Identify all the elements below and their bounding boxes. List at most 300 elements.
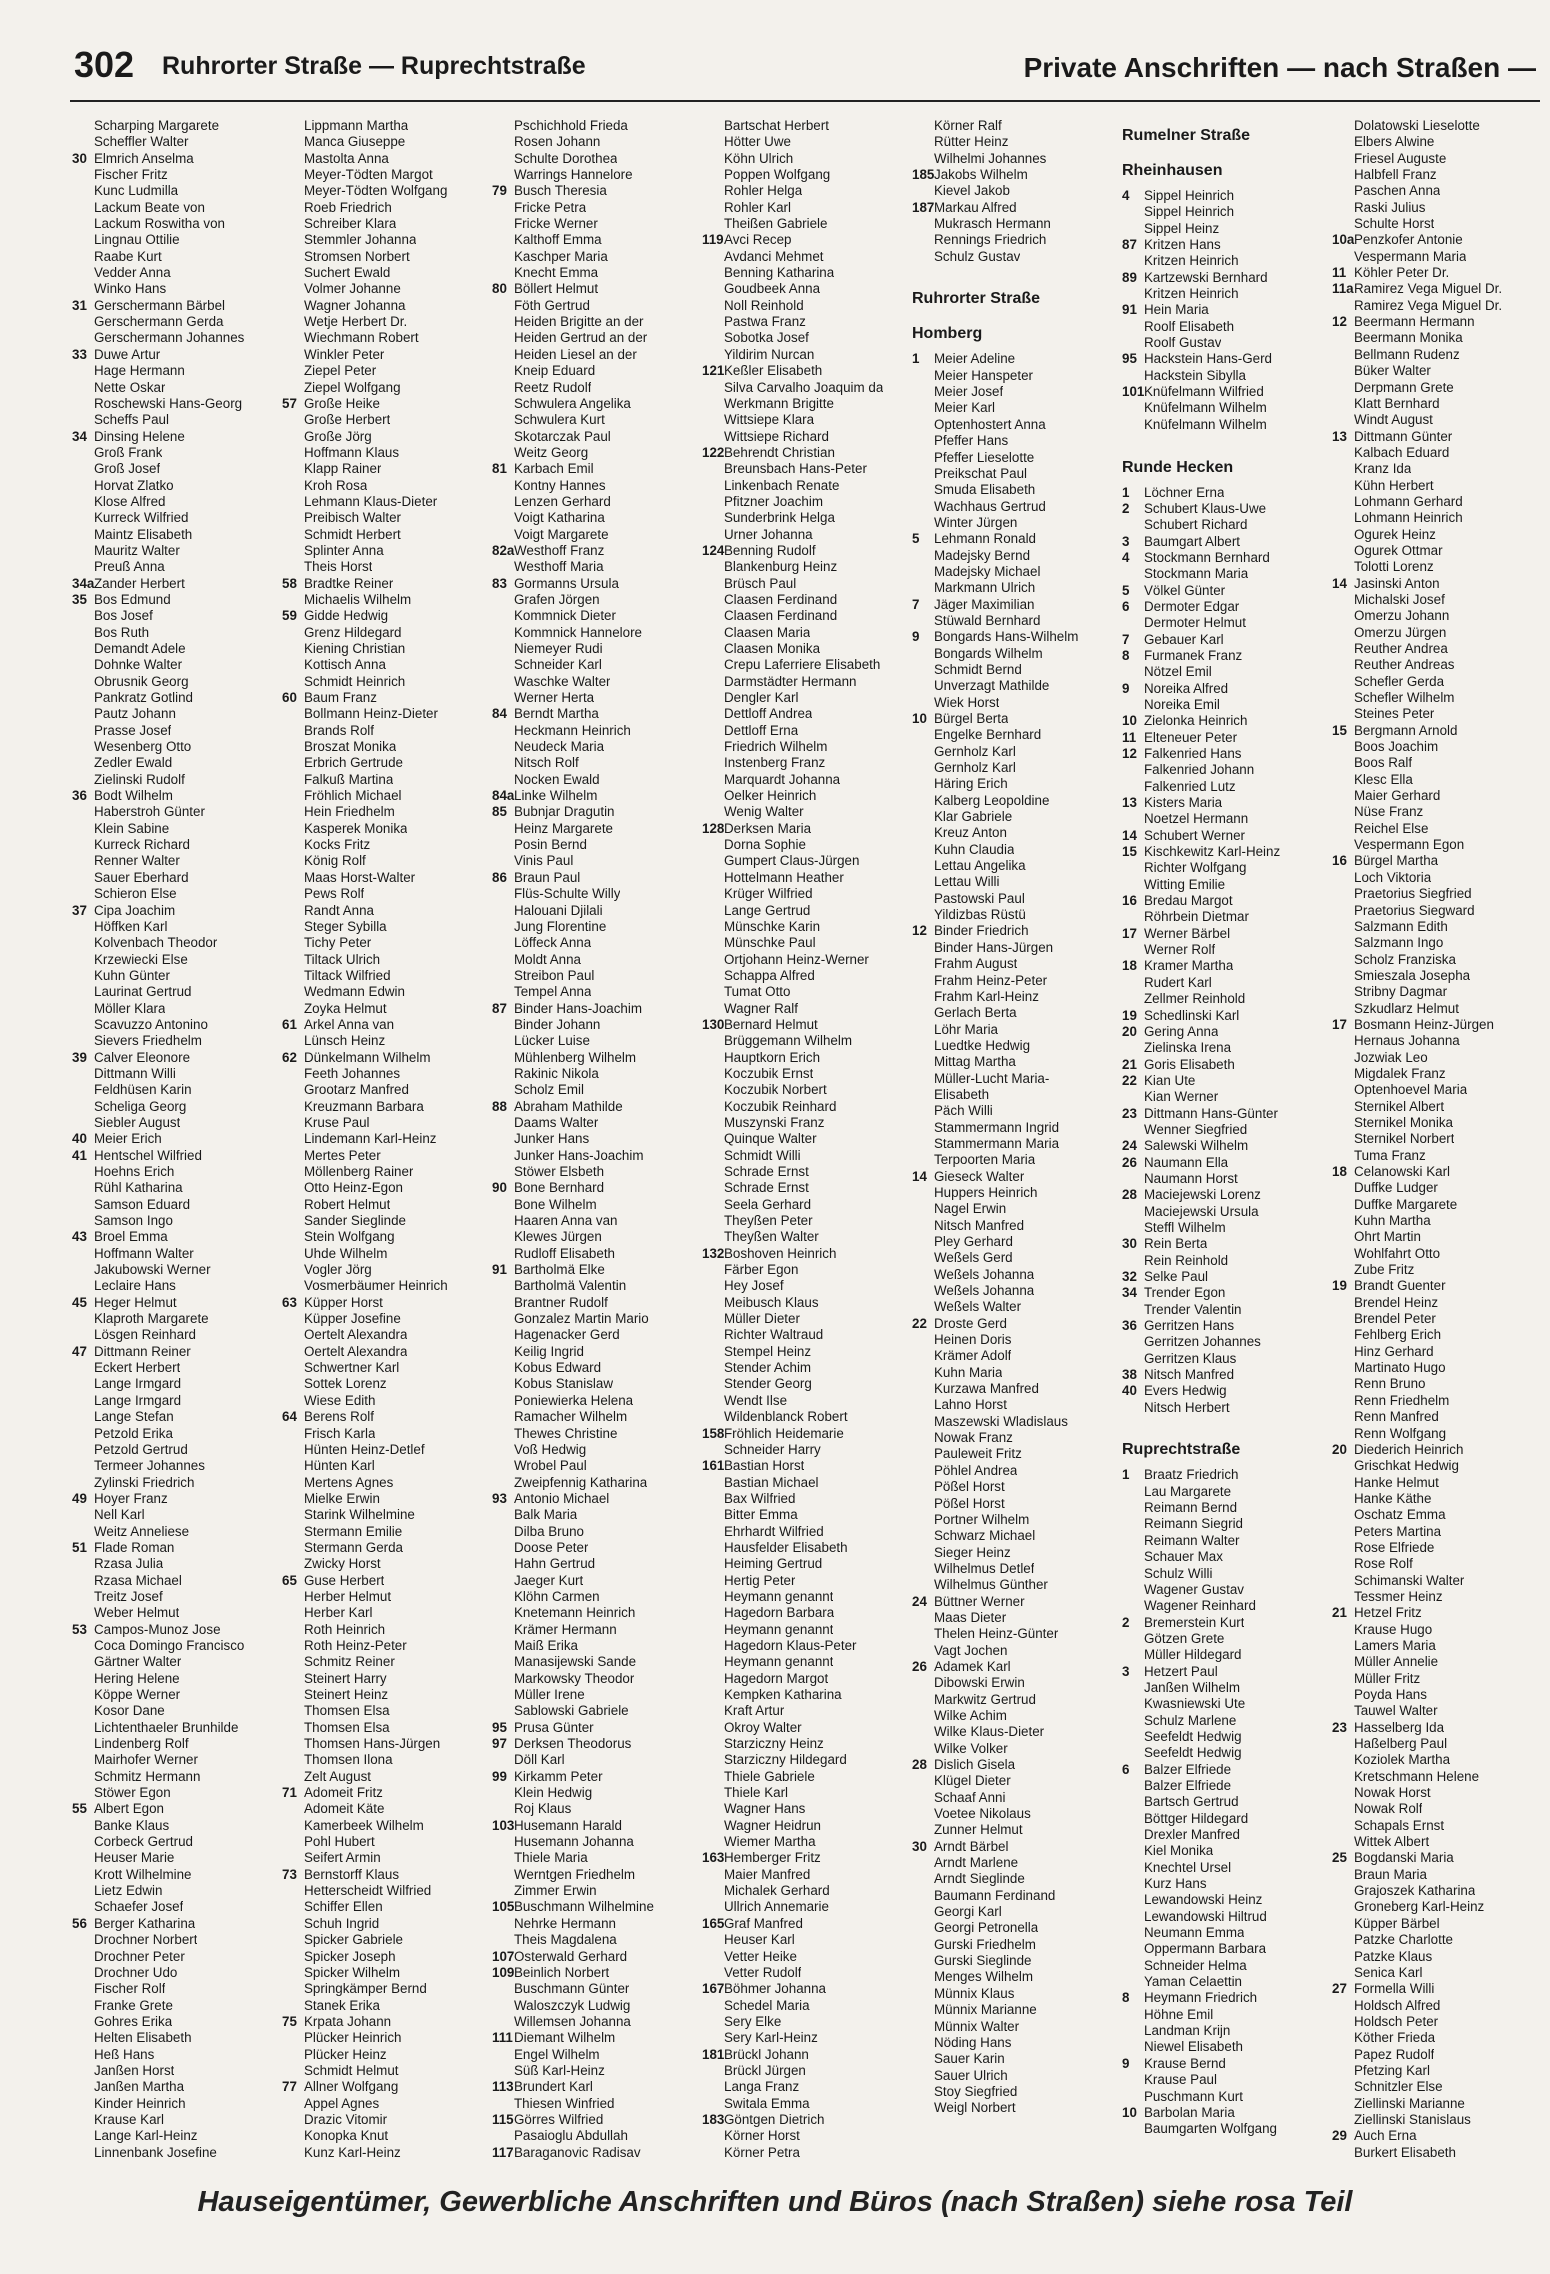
house-number <box>282 265 304 281</box>
house-number <box>282 837 304 853</box>
house-number <box>282 249 304 265</box>
house-number: 73 <box>282 1866 297 1882</box>
list-item <box>282 1115 492 1131</box>
resident-name: Kühn Herbert <box>1354 477 1434 493</box>
house-number <box>912 2002 934 2018</box>
list-item <box>72 347 282 363</box>
house-number <box>1332 2145 1354 2161</box>
house-number <box>1122 1745 1144 1761</box>
resident-name: Kritzen Heinrich <box>1144 253 1239 269</box>
resident-name: Goris Elisabeth <box>1144 1056 1235 1072</box>
list-item <box>72 298 282 314</box>
list-item <box>282 1638 492 1654</box>
resident-name: Schubert Klaus-Uwe <box>1144 500 1267 516</box>
resident-name: Skotarczak Paul <box>514 428 611 444</box>
resident-name: Kunc Ludmilla <box>94 183 179 199</box>
resident-name: Hünten Heinz-Detlef <box>304 1441 425 1457</box>
house-number <box>72 641 94 657</box>
list-item <box>1332 1540 1542 1556</box>
list-item <box>1332 1295 1542 1311</box>
list-item <box>1122 844 1332 860</box>
resident-name: Zylinski Friedrich <box>94 1474 195 1490</box>
resident-name: Häring Erich <box>934 776 1008 792</box>
house-number <box>912 1283 934 1299</box>
list-item <box>72 281 282 297</box>
list-item <box>912 1626 1122 1642</box>
list-item <box>492 1426 702 1442</box>
resident-name: Küpper Josefine <box>304 1311 401 1327</box>
resident-name: Kritzen Heinrich <box>1144 286 1239 302</box>
resident-name: Prasse Josef <box>94 722 172 738</box>
list-item <box>492 2014 702 2030</box>
list-item <box>702 543 912 559</box>
house-number: 6 <box>1122 598 1130 614</box>
resident-name: Okroy Walter <box>724 1719 802 1735</box>
list-item <box>492 788 702 804</box>
list-item <box>282 2030 492 2046</box>
resident-name: Balzer Elfriede <box>1144 1777 1232 1793</box>
house-number <box>702 592 724 608</box>
list-item <box>282 1099 492 1115</box>
resident-name: Wildenblanck Robert <box>724 1409 848 1425</box>
house-number: 7 <box>912 596 920 612</box>
house-number <box>702 1295 724 1311</box>
house-number <box>702 1360 724 1376</box>
house-number <box>702 167 724 183</box>
list-item <box>72 1001 282 1017</box>
resident-name: Nehrke Hermann <box>514 1915 616 1931</box>
house-number <box>72 755 94 771</box>
house-number <box>702 2079 724 2095</box>
list-item <box>702 2047 912 2063</box>
house-number <box>912 1790 934 1806</box>
resident-name: Stribny Dagmar <box>1354 984 1448 1000</box>
house-number <box>72 1066 94 1082</box>
list-item <box>1122 1318 1332 1334</box>
resident-name: Klose Alfred <box>94 493 166 509</box>
resident-name: Siebler August <box>94 1114 181 1130</box>
house-number <box>72 330 94 346</box>
list-item <box>1332 314 1542 330</box>
list-item <box>72 2128 282 2144</box>
house-number <box>1122 2039 1144 2055</box>
house-number <box>72 2047 94 2063</box>
resident-name: Maas Horst-Walter <box>304 869 416 885</box>
resident-name: Bos Ruth <box>94 624 150 640</box>
list-item <box>1122 1990 1332 2006</box>
list-item <box>282 1752 492 1768</box>
resident-name: Pößel Horst <box>934 1479 1005 1495</box>
house-number: 63 <box>282 1294 297 1310</box>
list-item <box>282 249 492 265</box>
list-item <box>1332 1082 1542 1098</box>
house-number <box>912 1087 934 1103</box>
list-item <box>1122 2056 1332 2072</box>
list-item <box>702 1082 912 1098</box>
resident-name: Allner Wolfgang <box>304 2079 399 2095</box>
house-number <box>492 657 514 673</box>
resident-name: Lehmann Klaus-Dieter <box>304 493 438 509</box>
resident-name: Szkudlarz Helmut <box>1354 1000 1459 1016</box>
house-number <box>72 1932 94 1948</box>
resident-name: Buschmann Günter <box>514 1981 630 1997</box>
list-item <box>1332 674 1542 690</box>
house-number <box>1332 1033 1354 1049</box>
resident-name: Ramirez Vega Miguel Dr. <box>1354 281 1503 297</box>
resident-name: Noreika Alfred <box>1144 680 1229 696</box>
house-number <box>1122 877 1144 893</box>
house-number <box>702 1965 724 1981</box>
list-item <box>702 1785 912 1801</box>
list-item <box>1122 1745 1332 1761</box>
list-item <box>912 1250 1122 1266</box>
house-number <box>72 1720 94 1736</box>
resident-name: Baum Franz <box>304 690 377 706</box>
list-item <box>912 629 1122 645</box>
house-number <box>1332 183 1354 199</box>
resident-name: Maier Manfred <box>724 1866 811 1882</box>
house-number <box>702 952 724 968</box>
resident-name: Kroh Rosa <box>304 477 368 493</box>
resident-name: Wittsiepe Klara <box>724 412 815 428</box>
resident-name: Hey Josef <box>724 1278 784 1294</box>
resident-name: Knechtel Ursel <box>1144 1859 1232 1875</box>
resident-name: Fricke Petra <box>514 199 587 215</box>
house-number <box>282 2112 304 2128</box>
list-item <box>282 1507 492 1523</box>
house-number <box>912 1692 934 1708</box>
resident-name: Falkenried Hans <box>1144 746 1242 761</box>
house-number <box>492 1131 514 1147</box>
house-number <box>912 249 934 265</box>
house-number <box>492 1311 514 1327</box>
resident-name: Pews Rolf <box>304 886 365 902</box>
resident-name: Görres Wilfried <box>514 2111 604 2127</box>
house-number <box>492 1703 514 1719</box>
house-number <box>282 1883 304 1899</box>
house-number: 11a <box>1332 281 1354 297</box>
house-number <box>1122 1925 1144 1941</box>
house-number <box>702 1327 724 1343</box>
house-number <box>1332 2014 1354 2030</box>
resident-name: Heymann genannt <box>724 1654 834 1670</box>
list-item <box>912 450 1122 466</box>
resident-name: Leclaire Hans <box>94 1278 176 1294</box>
resident-name: Theis Magdalena <box>514 1932 617 1948</box>
list-item <box>1332 576 1542 592</box>
list-item <box>1122 730 1332 746</box>
list-item <box>1332 2112 1542 2128</box>
list-item <box>702 657 912 673</box>
list-item <box>702 1801 912 1817</box>
house-number <box>1332 1115 1354 1131</box>
directory-column <box>1332 118 1542 2168</box>
resident-name: Schulz Gustav <box>934 248 1021 264</box>
list-item <box>492 1262 702 1278</box>
resident-name: Grootarz Manfred <box>304 1082 409 1098</box>
list-item <box>912 744 1122 760</box>
resident-name: Bartschat Herbert <box>724 118 829 133</box>
resident-name: Splinter Anna <box>304 542 384 558</box>
house-number: 18 <box>1122 958 1137 974</box>
resident-name: Steinert Harry <box>304 1670 387 1686</box>
house-number <box>1332 298 1354 314</box>
house-number <box>282 1540 304 1556</box>
list-item <box>72 1965 282 1981</box>
resident-name: Maas Dieter <box>934 1609 1007 1625</box>
house-number <box>912 727 934 743</box>
list-item <box>912 973 1122 989</box>
list-item <box>702 1834 912 1850</box>
list-item <box>1332 870 1542 886</box>
resident-name: Sternikel Albert <box>1354 1098 1445 1114</box>
resident-name: Sobotka Josef <box>724 330 809 346</box>
list-item <box>282 1344 492 1360</box>
house-number <box>492 1605 514 1621</box>
list-item <box>702 1965 912 1981</box>
house-number: 107 <box>492 1948 515 1964</box>
house-number <box>702 1278 724 1294</box>
resident-name: Dinsing Helene <box>94 428 185 444</box>
resident-name: Kian Ute <box>1144 1072 1196 1088</box>
list-item <box>282 592 492 608</box>
resident-name: Bastian Michael <box>724 1474 819 1490</box>
resident-name: Stemmler Johanna <box>304 232 417 248</box>
list-item <box>912 1822 1122 1838</box>
house-number: 11 <box>1122 729 1137 745</box>
resident-name: Waloszczyk Ludwig <box>514 1997 631 2013</box>
resident-name: Graf Manfred <box>724 1915 803 1931</box>
list-item <box>702 1164 912 1180</box>
house-number <box>912 1806 934 1822</box>
resident-name: Maiß Erika <box>514 1637 578 1653</box>
resident-name: Jäger Maximilian <box>934 596 1035 612</box>
list-item <box>702 1131 912 1147</box>
house-number <box>702 1556 724 1572</box>
list-item <box>1332 935 1542 951</box>
list-item <box>282 1899 492 1915</box>
house-number <box>912 482 934 498</box>
house-number: 4 <box>1122 188 1130 203</box>
list-item <box>1332 1703 1542 1719</box>
house-number <box>702 461 724 477</box>
house-number <box>1332 118 1354 134</box>
resident-name: Nitsch Rolf <box>514 755 579 771</box>
house-number: 84a <box>492 788 515 804</box>
list-item <box>1332 1033 1542 1049</box>
resident-name: Oertelt Alexandra <box>304 1343 408 1359</box>
house-number <box>492 118 514 134</box>
resident-name: Lingnau Ottilie <box>94 232 180 248</box>
house-number <box>282 281 304 297</box>
resident-name: Heuser Marie <box>94 1850 175 1866</box>
house-number: 27 <box>1332 1981 1347 1997</box>
house-number <box>1122 1533 1144 1549</box>
house-number <box>702 1949 724 1965</box>
house-number <box>1122 1958 1144 1974</box>
resident-name: Döll Karl <box>514 1752 565 1768</box>
house-number <box>72 494 94 510</box>
resident-name: Dettloff Erna <box>724 722 799 738</box>
resident-name: Fischer Fritz <box>94 167 168 183</box>
house-number <box>702 1033 724 1049</box>
resident-name: Rütter Heinz <box>934 134 1009 150</box>
house-number <box>1332 1998 1354 2014</box>
resident-name: Yildirim Nurcan <box>724 346 815 362</box>
resident-name: Stender Achim <box>724 1360 812 1376</box>
resident-name: Böllert Helmut <box>514 281 599 297</box>
list-item <box>912 825 1122 841</box>
list-item <box>72 772 282 788</box>
list-item <box>702 2063 912 2079</box>
resident-name: Kinder Heinrich <box>94 2095 186 2111</box>
resident-name: Vetter Rudolf <box>724 1964 802 1980</box>
list-item <box>1332 1507 1542 1523</box>
list-item <box>492 706 702 722</box>
house-number <box>1122 1860 1144 1876</box>
list-item <box>912 1708 1122 1724</box>
list-item <box>1122 1680 1332 1696</box>
list-item <box>282 429 492 445</box>
house-number: 99 <box>492 1768 507 1784</box>
resident-name: Haaren Anna van <box>514 1213 618 1229</box>
list-item <box>1332 1801 1542 1817</box>
list-item <box>72 1050 282 1066</box>
list-item <box>282 1818 492 1834</box>
house-number <box>1332 690 1354 706</box>
list-item <box>702 200 912 216</box>
house-number <box>72 232 94 248</box>
list-item <box>702 559 912 575</box>
resident-name: Scheliga Georg <box>94 1098 187 1114</box>
resident-name: Fröhlich Michael <box>304 788 402 804</box>
resident-name: Werner Herta <box>514 690 595 706</box>
list-item <box>1332 1899 1542 1915</box>
list-item <box>1332 919 1542 935</box>
list-item <box>1122 1484 1332 1500</box>
list-item <box>1122 1909 1332 1925</box>
resident-name: Baraganovic Radisav <box>514 2144 641 2160</box>
house-number <box>912 1005 934 1021</box>
house-number <box>72 870 94 886</box>
list-item <box>1122 2023 1332 2039</box>
list-item <box>702 347 912 363</box>
list-item <box>492 363 702 379</box>
list-item <box>72 1736 282 1752</box>
house-number <box>1122 991 1144 1007</box>
house-number <box>72 2112 94 2128</box>
list-item <box>1122 1925 1332 1941</box>
resident-name: Seela Gerhard <box>724 1196 812 1212</box>
house-number <box>702 772 724 788</box>
house-number: 14 <box>1122 827 1137 843</box>
list-item <box>282 1998 492 2014</box>
resident-name: Bongards Wilhelm <box>934 645 1043 661</box>
resident-name: Termeer Johannes <box>94 1458 205 1474</box>
house-number <box>282 298 304 314</box>
house-number <box>72 608 94 624</box>
list-item <box>1332 1850 1542 1866</box>
list-item <box>1332 837 1542 853</box>
resident-name: Stempel Heinz <box>724 1343 812 1359</box>
house-number <box>282 2047 304 2063</box>
list-item <box>492 1703 702 1719</box>
list-item <box>492 1295 702 1311</box>
resident-name: Berens Rolf <box>304 1409 374 1425</box>
list-item <box>492 674 702 690</box>
list-item <box>1122 1302 1332 1318</box>
house-number <box>912 151 934 167</box>
list-item <box>72 1131 282 1147</box>
list-item <box>702 592 912 608</box>
resident-name: Werner Rolf <box>1144 942 1216 958</box>
resident-name: Brendel Heinz <box>1354 1294 1439 1310</box>
list-item <box>282 935 492 951</box>
list-item <box>492 1622 702 1638</box>
list-item <box>492 723 702 739</box>
list-item <box>912 760 1122 776</box>
house-number <box>1122 1876 1144 1892</box>
house-number <box>72 134 94 150</box>
list-item <box>492 576 702 592</box>
resident-name: Meibusch Klaus <box>724 1294 819 1310</box>
resident-name: Heuser Karl <box>724 1932 795 1948</box>
list-item <box>702 396 912 412</box>
resident-name: Böttger Hildegard <box>1144 1810 1249 1826</box>
resident-name: Michaelis Wilhelm <box>304 591 412 607</box>
list-item <box>1332 1164 1542 1180</box>
house-number <box>1122 1647 1144 1663</box>
resident-name: Broel Emma <box>94 1229 168 1245</box>
house-number <box>1332 1949 1354 1965</box>
house-number <box>492 1573 514 1589</box>
resident-name: Herber Karl <box>304 1605 373 1621</box>
house-number <box>72 281 94 297</box>
list-item <box>492 968 702 984</box>
house-number <box>72 200 94 216</box>
list-item <box>282 510 492 526</box>
list-item <box>912 1332 1122 1348</box>
house-number <box>702 804 724 820</box>
list-item <box>1122 351 1332 367</box>
list-item <box>1122 253 1332 269</box>
house-number <box>72 1442 94 1458</box>
house-number <box>282 1099 304 1115</box>
resident-name: Dorna Sophie <box>724 837 806 853</box>
resident-name: Schulz Marlene <box>1144 1712 1237 1728</box>
house-number <box>282 1769 304 1785</box>
resident-name: Schubert Richard <box>1144 517 1248 533</box>
resident-name: Winkler Peter <box>304 346 385 362</box>
list-item <box>282 1017 492 1033</box>
list-item <box>492 134 702 150</box>
resident-name: Meier Hanspeter <box>934 367 1033 383</box>
house-number <box>282 657 304 673</box>
list-item <box>492 1981 702 1997</box>
house-number <box>72 1033 94 1049</box>
resident-name: Hetzel Fritz <box>1354 1605 1422 1621</box>
list-item <box>702 380 912 396</box>
house-number <box>702 788 724 804</box>
house-number <box>1332 347 1354 363</box>
resident-name: Bellmann Rudenz <box>1354 346 1460 362</box>
resident-name: Binder Hans-Jürgen <box>934 939 1054 955</box>
house-number <box>72 952 94 968</box>
resident-name: Binder Friedrich <box>934 923 1029 939</box>
list-item <box>72 952 282 968</box>
resident-name: Kuhn Martha <box>1354 1213 1431 1229</box>
list-item <box>1332 2079 1542 2095</box>
